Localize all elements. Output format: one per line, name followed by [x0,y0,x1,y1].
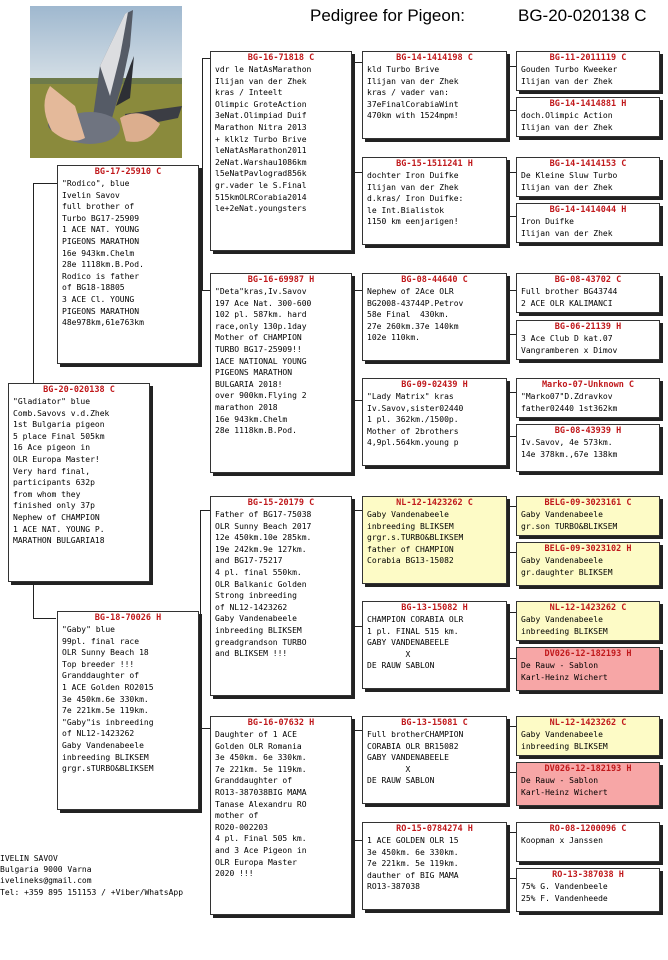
connector-line [509,290,510,334]
contact-block [0,853,183,898]
connector-line [354,290,355,400]
pedigree-title-label: Pedigree for Pigeon: [310,6,465,25]
ring-number: BG-13-15082 H [401,603,468,613]
pigeon-description: De Kleine Sluw Turbo Ilijan van der Zhek [521,171,618,192]
ring-number: Marko-07-Unknown C [541,380,635,390]
pigeon-card-gen5 [516,496,660,536]
pigeon-card-sire [57,165,199,364]
pigeon-card-gen4 [362,51,507,139]
ring-number: BG-11-2011119 C [549,53,627,63]
pigeon-description: Gaby Vandenabeele inbreeding BLIKSEM [521,615,608,636]
pigeon-card-gen5 [516,51,660,91]
connector-line [509,506,510,552]
pigeon-description: Nephew of 2Ace OLR BG2008-43744P.Petrov 58e Final 430km. 27e 260km.37e 140km 102e 110km. [367,287,464,343]
pigeon-description: Daughter of 1 ACE Golden OLR Romania 3e 450km. 6e 330km. 7e 221km. 5e 119km. Granddaughter of RO13-387038BIG MAMA Tanase Alexandru RO mother of RO20-002203 4 pl. Final 505 km. and 3 Ace Pigeon in OLR Europa Master 2020 !!! [215,730,307,879]
pigeon-card-gen5 [516,203,660,243]
pigeon-description: 3 Ace Club D kat.07 Vangramberen x Dimov [521,334,618,355]
pedigree-ring-number: BG-20-020138 C [518,6,647,25]
pigeon-card-gen5 [516,868,660,912]
connector-line [509,612,510,658]
pigeon-description: "Deta"kras,Iv.Savov 197 Ace Nat. 300-600 102 pl. 587km. hard race,only 130p.1day Mother of CHAMPION TURBO BG17-25909!! 1ACE NATIONAL YOUNG PIGEONS MARATHON BULGARIA 2018! over 900km.Flying 2 marathon 2018 16e 943km.Chelm 28e 1118km.B.Pod. [215,287,312,436]
pigeon-card-gen4 [362,496,507,584]
ring-number: RO-08-1200096 C [549,824,627,834]
pigeon-card-grandsire-maternal [210,496,352,696]
connector-line [33,582,34,618]
ring-number: DV026-12-182193 H [544,649,632,659]
pigeon-card-gen5 [516,601,660,641]
pigeon-card-gen4 [362,601,507,689]
connector-line [509,172,510,216]
pigeon-card-gen4 [362,716,507,804]
pigeon-card-gen5 [516,273,660,313]
pigeon-description: Iron Duifke Ilijan van der Zhek [521,217,613,238]
ring-number: DV026-12-182193 H [544,764,632,774]
pigeon-card-gen4 [362,273,507,361]
pigeon-description: "Gaby" blue 99pl. final race OLR Sunny Beach 18 Top breeder !!! Granddaughter of 1 ACE Golden RO2015 3e 450km.6e 330km. 7e 221km.5e 119km. "Gaby"is inbreeding of NL12-1423262 Gaby Vandenabeele inbreeding BLIKSEM grgr.sTURBO&BLIKSEM [62,625,154,774]
pigeon-card-granddam-maternal [210,716,352,915]
pigeon-card-gen5 [516,157,660,197]
pigeon-description: 1 ACE GOLDEN OLR 15 3e 450km. 6e 330km. 7e 221km. 5e 119km. dauther of BIG MAMA RO13-387038 [367,836,459,892]
ring-number: BG-16-07632 H [247,718,315,728]
connector-line [33,183,58,184]
ring-number: BELG-09-3023102 H [544,544,632,554]
pigeon-description: "Gladiator" blue Comb.Savovs v.d.Zhek 1st Bulgaria pigeon 5 place Final 505km 16 Ace pigeon in OLR Europa Master! Very hard final, participants 632p from whom they finished only 37p Nephew of CHAMPION 1 ACE NAT. YOUNG P. MARATHON BULGARIA18 [13,397,110,546]
pigeon-description: dochter Iron Duifke Ilijan van der Zhek d.kras/ Iron Duifke: le Int.Bialistok 1150 km eenjarigen! [367,171,464,227]
pigeon-card-gen5 [516,822,660,862]
ring-number: NL-12-1423262 C [396,498,473,508]
ring-number: BG-20-020138 C [43,385,115,395]
pigeon-card-gen5 [516,320,660,360]
pigeon-card-gen5 [516,762,660,806]
ring-number: BG-14-1414881 H [549,99,627,109]
ring-number: BG-14-1414044 H [549,205,627,215]
pigeon-description: Full brotherCHAMPION CORABIA OLR BR15082 GABY VANDENABEELE X DE RAUW SABLON [367,730,464,786]
connector-line [354,510,355,626]
breeder-phone: Tel: +359 895 151153 / +Viber/WhatsApp [0,887,184,897]
pigeon-card-subject [8,383,150,582]
ring-number: NL-12-1423262 C [549,603,627,613]
ring-number: BG-14-1414198 C [396,53,473,63]
connector-line [202,58,203,290]
connector-line [200,510,201,728]
pigeon-description: Father of BG17-75038 OLR Sunny Beach 2017 12e 450km.10e 285km. 19e 242km.9e 127km. and BG17-75217 4 pl. final 550km. OLR Balkanic Golden Strong inbreeding of NL12-1423262 Gaby Vandenabeele inbreeding BLIKSEM greadgrandson TURBO and BLIKSEM !!! [215,510,312,659]
ring-number: BG-08-43939 H [554,426,622,436]
breeder-city: Bulgaria 9000 Varna [0,865,92,875]
connector-line [509,726,510,772]
pigeon-description: "Marko07"D.Zdravkov father02440 1st362km [521,392,618,413]
pigeon-card-gen5 [516,647,660,691]
connector-line [509,392,510,436]
pigeon-description: De Rauw - Sablon Karl-Heinz Wichert [521,661,608,682]
pigeon-photo [30,6,182,158]
ring-number: BG-14-1414153 C [549,159,627,169]
pigeon-description: kld Turbo Brive Ilijan van der Zhek kras / vader van: 37eFinalCorabiaWint 470km with 1524mpm! [367,65,459,121]
pigeon-description: "Lady Matrix" kras Iv.Savov,sister02440 1 pl. 362km./1500p. Mother of 2brothers 4,9pl.564km.young p [367,392,464,448]
pigeon-card-gen4 [362,822,507,910]
ring-number: BG-15-1511241 H [396,159,473,169]
pigeon-description: Gaby Vandenabeele gr.daughter BLIKSEM [521,556,613,577]
pigeon-card-gen5 [516,378,660,418]
pigeon-description: Full brother BG43744 2 ACE OLR KALIMANCI [521,287,618,308]
ring-number: BELG-09-3023161 C [544,498,632,508]
pigeon-card-gen4 [362,378,507,466]
pigeon-description: Gaby Vandenabeele inbreeding BLIKSEM [521,730,608,751]
pigeon-description: Iv.Savov, 4e 573km. 14e 378km.,67e 138km [521,438,618,459]
breeder-email: ivelineks@gmail.com [0,876,92,886]
ring-number: BG-18-70026 H [94,613,162,623]
pigeon-description: 75% G. Vandenbeele 25% F. Vandenheede [521,882,608,903]
pigeon-card-granddam-paternal [210,273,352,473]
pigeon-description: Gouden Turbo Kweeker Ilijan van der Zhek [521,65,618,86]
pigeon-description: vdr le NatAsMarathon Ilijan van der Zhek kras / Inteelt Olimpic GroteAction 3eNat.Olimpiad Duif Marathon Nitra 2013 + klklz Turbo Brive leNatAsMarathon2011 2eNat.Warshau1086km l5eNatPavlograd856k gr.vader le S.Final 515kmOLRCorabia2014 le+2eNat.youngsters [215,65,312,214]
ring-number: BG-13-15081 C [401,718,468,728]
pigeon-description: Koopman x Janssen [521,836,603,845]
pigeon-card-gen5 [516,716,660,756]
ring-number: RO-13-387038 H [552,870,624,880]
connector-line [354,730,355,840]
connector-line [354,62,355,172]
pigeon-card-dam [57,611,199,810]
pigeon-description: CHAMPION CORABIA OLR 1 pl. FINAL 515 km. GABY VANDENABEELE X DE RAUW SABLON [367,615,464,671]
ring-number: RO-15-0784274 H [396,824,473,834]
pigeon-description: De Rauw - Sablon Karl-Heinz Wichert [521,776,608,797]
pigeon-description: doch.Olimpic Action Ilijan van der Zhek [521,111,613,132]
connector-line [33,618,56,619]
connector-line [33,183,34,385]
ring-number: NL-12-1423262 C [549,718,627,728]
pigeon-card-gen4 [362,157,507,245]
ring-number: BG-17-25910 C [94,167,162,177]
ring-number: BG-16-71818 C [247,53,315,63]
ring-number: BG-06-21139 H [554,322,622,332]
pigeon-card-gen5 [516,424,660,472]
connector-line [509,66,510,110]
pigeon-description: Gaby Vandenabeele inbreeding BLIKSEM grgr.s.TURBO&BLIKSEM father of CHAMPION Corabia BG13-15082 [367,510,464,566]
pigeon-card-grandsire-paternal [210,51,352,251]
ring-number: BG-08-44640 C [401,275,468,285]
pigeon-description: Gaby Vandenabeele gr.son TURBO&BLIKSEM [521,510,618,531]
ring-number: BG-16-69987 H [247,275,315,285]
connector-line [509,832,510,878]
pigeon-card-gen5 [516,542,660,586]
ring-number: BG-08-43702 C [554,275,622,285]
ring-number: BG-15-20179 C [247,498,315,508]
pigeon-description: "Rodico", blue Ivelin Savov full brother of Turbo BG17-25909 1 ACE NAT. YOUNG PIGEONS MARATHON 16e 943km.Chelm 28e 1118km.B.Pod. Rodico is father of BG18-18805 3 ACE Cl. YOUNG PIGEONS MARATHON 48e978km,61e763km [62,179,144,328]
breeder-name: IVELIN SAVOV [0,854,58,863]
ring-number: BG-09-02439 H [401,380,468,390]
pigeon-card-gen5 [516,97,660,137]
